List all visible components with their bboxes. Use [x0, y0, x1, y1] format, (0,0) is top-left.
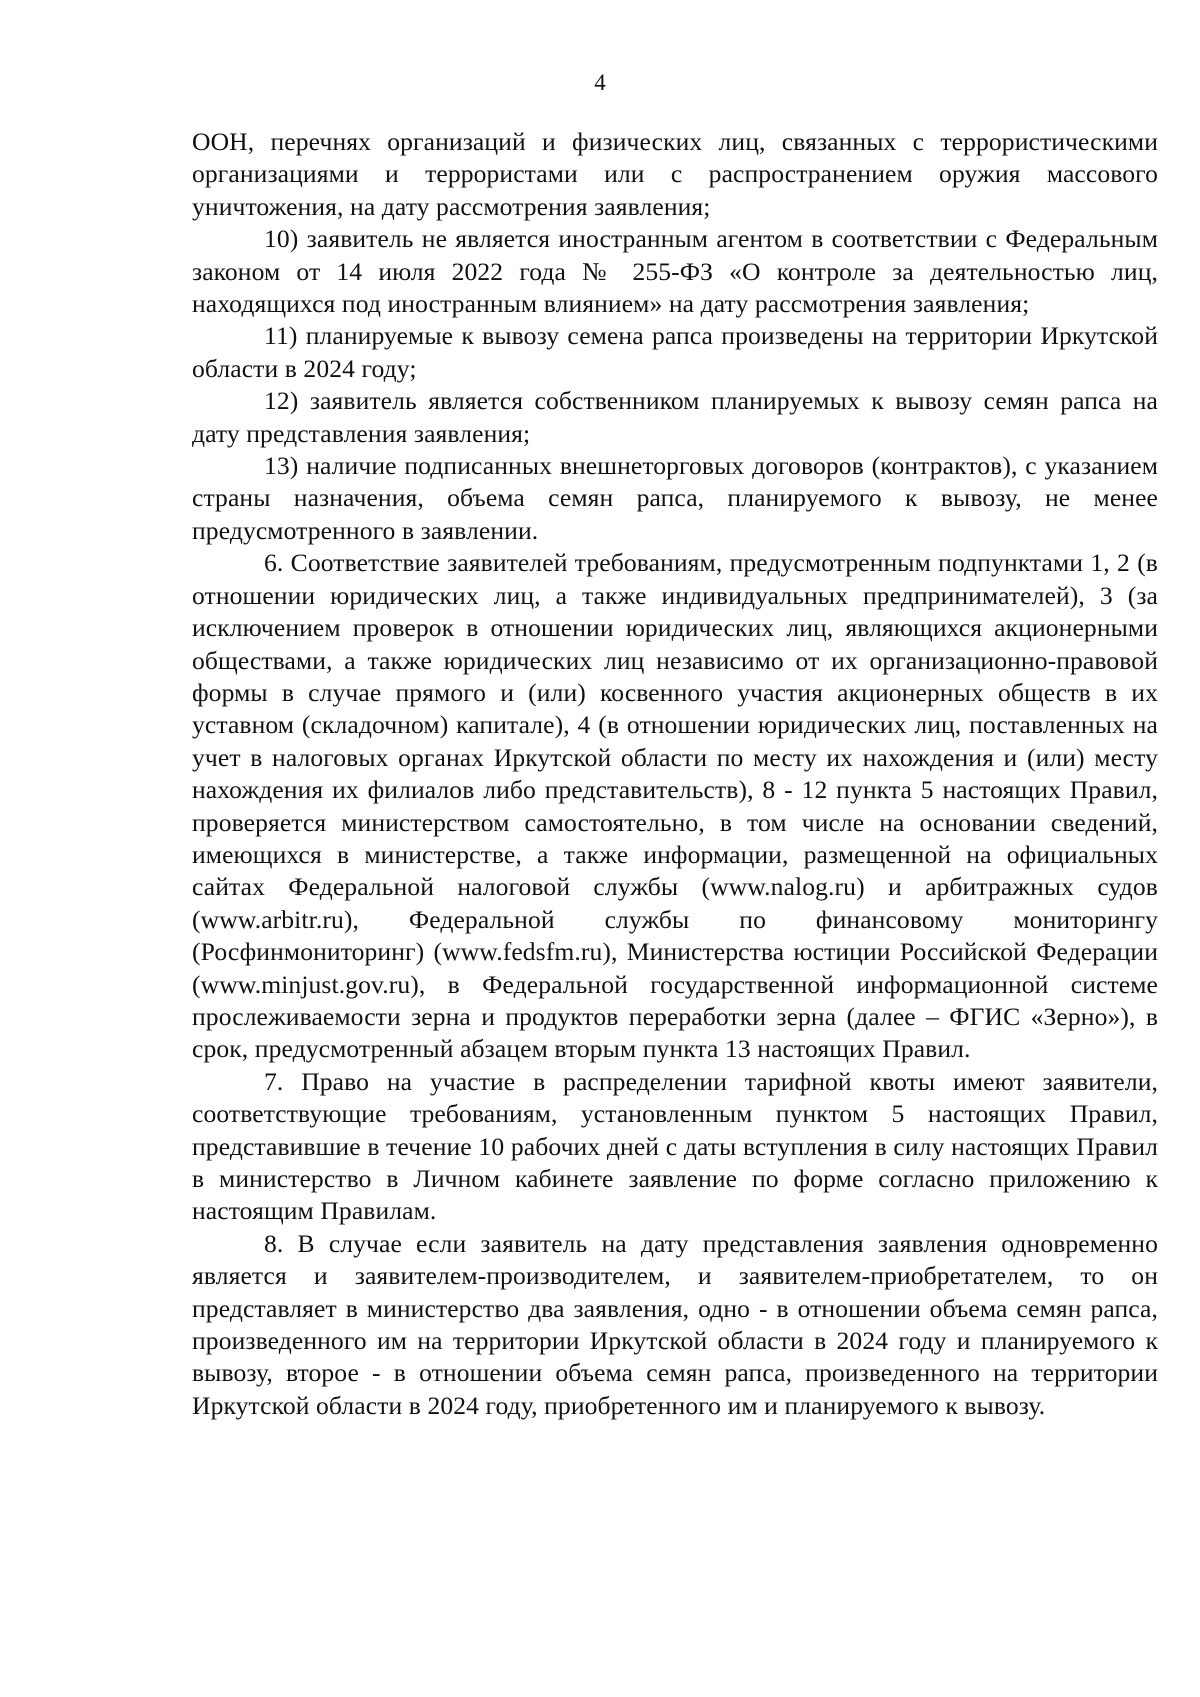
paragraph-clause-8: 8. В случае если заявитель на дату представления заявления одновременно является и заявителем-производителем, и заявителем-приобретателем, то он представляет в министерство два заявления, одно - в отношении объема семян рапса, произведенного им на территории Иркутской области в 2024 году и планируемого к вывозу, второе - в отношении объема семян рапса, произведенного на территории Иркутской области в 2024 году, приобретенного им и планируемого к вывозу.: [192, 1228, 1158, 1420]
document-body: [192, 126, 1158, 1422]
paragraph-continuation: ООН, перечнях организаций и физических лиц, связанных с террористическими организациями и террористами или с распространением оружия массового уничтожения, на дату рассмотрения заявления;: [192, 127, 1158, 221]
page-number: 4: [594, 70, 606, 95]
paragraph-clause-6: 6. Соответствие заявителей требованиям, предусмотренным подпунктами 1, 2 (в отношении юридических лиц, а также индивидуальных предпринимателей), 3 (за исключением проверок в отношении юридических лиц, являющихся акционерными обществами, а также юридических лиц независимо от их организационно-правовой формы в случае прямого и (или) косвенного участия акционерных обществ в их уставном (складочном) капитале), 4 (в отношении юридических лиц, поставленных на учет в налоговых органах Иркутской области по месту их нахождения и (или) месту нахождения их филиалов либо представительств), 8 - 12 пункта 5 настоящих Правил, проверяется министерством самостоятельно, в том числе на основании сведений, имеющихся в министерстве, а также информации, размещенной на официальных сайтах Федеральной налоговой службы (www.nalog.ru) и арбитражных судов (www.arbitr.ru), Федеральной службы по финансовому мониторингу (Росфинмониторинг) (www.fedsfm.ru), Министерства юстиции Российской Федерации (www.minjust.gov.ru), в Федеральной государственной информационной системе прослеживаемости зерна и продуктов переработки зерна (далее – ФГИС «Зерно»), в срок, предусмотренный абзацем вторым пункта 13 настоящих Правил.: [192, 548, 1158, 1064]
paragraph-item-11: 11) планируемые к вывозу семена рапса произведены на территории Иркутской области в 2024 году;: [192, 321, 1158, 383]
paragraph-item-13: 13) наличие подписанных внешнеторговых договоров (контрактов), с указанием страны назначения, объема семян рапса, планируемого к вывозу, не менее предусмотренного в заявлении.: [192, 451, 1158, 545]
paragraph-clause-7: 7. Право на участие в распределении тарифной квоты имеют заявители, соответствующие требованиям, установленным пунктом 5 настоящих Правил, представившие в течение 10 рабочих дней с даты вступления в силу настоящих Правил в министерство в Личном кабинете заявление по форме согласно приложению к настоящим Правилам.: [192, 1066, 1158, 1226]
paragraph-item-10: 10) заявитель не является иностранным агентом в соответствии с Федеральным законом от 14 июля 2022 года № 255-ФЗ «О контроле за деятельностью лиц, находящихся под иностранным влиянием» на дату рассмотрения заявления;: [192, 224, 1158, 319]
paragraph-item-12: 12) заявитель является собственником планируемых к вывозу семян рапса на дату представления заявления;: [192, 386, 1158, 448]
